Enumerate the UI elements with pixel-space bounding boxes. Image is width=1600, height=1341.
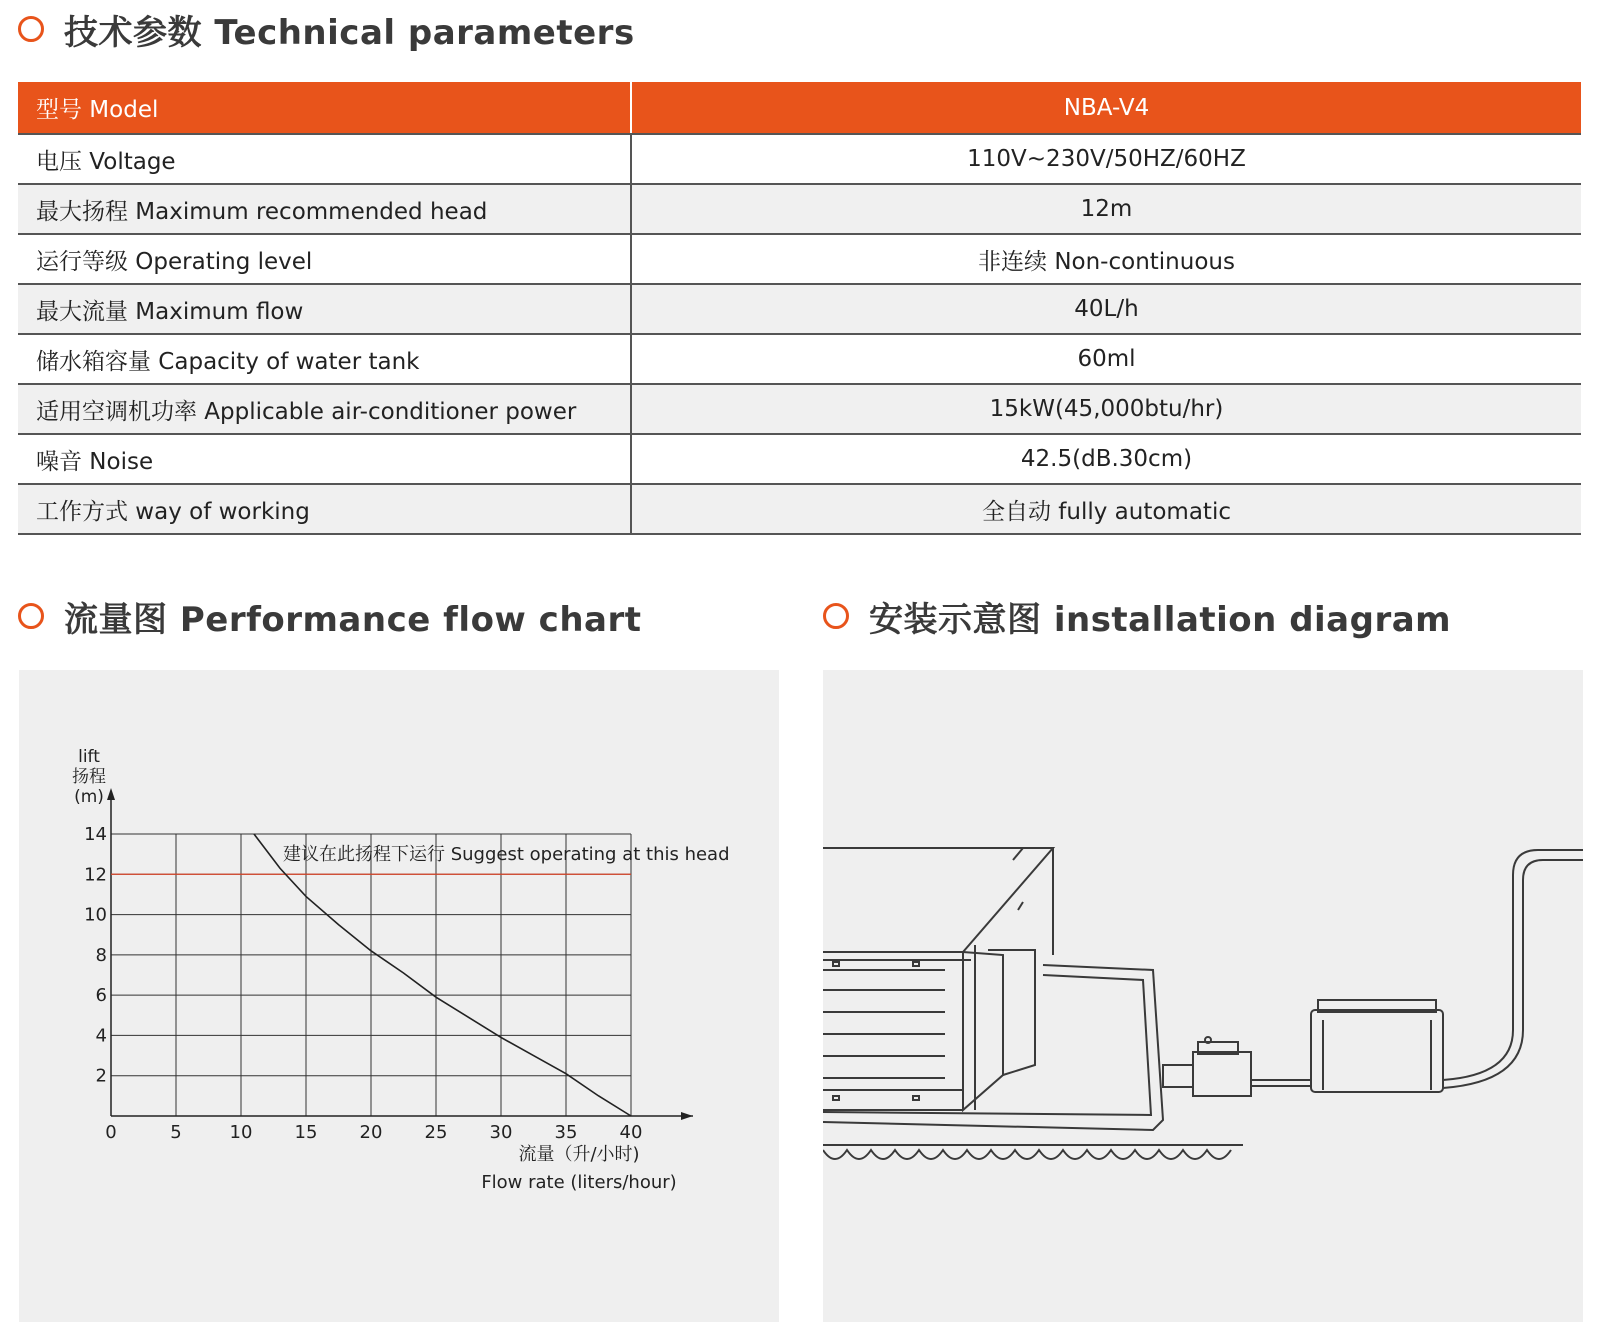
section-title-text: 技术参数 Technical parameters bbox=[64, 12, 635, 53]
y-axis-label: (m) bbox=[74, 787, 104, 807]
row-label: 储水箱容量 Capacity of water tank bbox=[18, 334, 631, 384]
y-axis-label: lift bbox=[78, 747, 100, 767]
x-tick-label: 20 bbox=[359, 1122, 383, 1143]
row-label: 最大流量 Maximum flow bbox=[18, 284, 631, 334]
x-axis-label: 流量（升/小时) bbox=[518, 1144, 640, 1165]
x-tick-label: 5 bbox=[170, 1122, 182, 1143]
section-title-flow-chart bbox=[18, 595, 642, 640]
table-row bbox=[18, 234, 1581, 284]
row-label: 噪音 Noise bbox=[18, 434, 631, 484]
x-tick-label: 0 bbox=[105, 1122, 117, 1143]
table-row bbox=[18, 134, 1581, 184]
row-label: 适用空调机功率 Applicable air-conditioner power bbox=[18, 384, 631, 434]
header-value-cell: NBA-V4 bbox=[631, 82, 1581, 134]
row-value: 非连续 Non-continuous bbox=[631, 234, 1581, 284]
y-tick-label: 8 bbox=[95, 944, 107, 966]
row-value: 15kW(45,000btu/hr) bbox=[631, 384, 1581, 434]
row-label: 工作方式 way of working bbox=[18, 484, 631, 534]
x-tick-label: 10 bbox=[229, 1122, 253, 1143]
x-tick-label: 15 bbox=[294, 1122, 318, 1143]
row-value: 60ml bbox=[631, 334, 1581, 384]
y-axis-label: 扬程 bbox=[72, 767, 106, 787]
ceiling-line bbox=[823, 1145, 1243, 1159]
flow-curve bbox=[254, 834, 631, 1116]
y-tick-label: 6 bbox=[95, 985, 107, 1007]
table-row bbox=[18, 384, 1581, 434]
table-row bbox=[18, 434, 1581, 484]
flow-chart bbox=[19, 670, 779, 1322]
y-axis-arrow-icon bbox=[107, 788, 115, 800]
y-tick-label: 14 bbox=[84, 824, 107, 845]
table-row bbox=[18, 334, 1581, 384]
discharge-hose bbox=[1443, 850, 1583, 1088]
table-row bbox=[18, 184, 1581, 234]
header-label-cell: 型号 Model bbox=[18, 82, 631, 134]
y-tick-label: 10 bbox=[84, 904, 107, 926]
section-title-installation-diagram bbox=[823, 595, 1452, 640]
y-tick-label: 2 bbox=[95, 1065, 107, 1087]
row-value: 12m bbox=[631, 184, 1581, 234]
x-tick-label: 40 bbox=[619, 1122, 643, 1143]
table-row bbox=[18, 284, 1581, 334]
pump-reservoir bbox=[1311, 1000, 1443, 1092]
circle-bullet-icon bbox=[18, 16, 44, 42]
row-value: 全自动 fully automatic bbox=[631, 484, 1581, 534]
y-tick-label: 12 bbox=[84, 864, 107, 886]
recommended-head-label: 建议在此扬程下运行 Suggest operating at this head bbox=[283, 844, 730, 865]
section-title-text: 安装示意图 installation diagram bbox=[869, 599, 1452, 640]
table-row bbox=[18, 484, 1581, 534]
x-tick-label: 35 bbox=[554, 1122, 578, 1143]
x-tick-label: 25 bbox=[424, 1122, 448, 1143]
y-tick-label: 4 bbox=[95, 1025, 107, 1047]
circle-bullet-icon bbox=[18, 603, 44, 629]
row-label: 运行等级 Operating level bbox=[18, 234, 631, 284]
section-title-text: 流量图 Performance flow chart bbox=[64, 599, 642, 640]
installation-diagram-illustration bbox=[823, 670, 1583, 1322]
flow-chart-panel bbox=[19, 670, 779, 1322]
row-value: 42.5(dB.30cm) bbox=[631, 434, 1581, 484]
row-value: 110V~230V/50HZ/60HZ bbox=[631, 134, 1581, 184]
row-value: 40L/h bbox=[631, 284, 1581, 334]
x-axis-arrow-icon bbox=[681, 1112, 693, 1120]
x-axis-label: Flow rate (liters/hour) bbox=[481, 1172, 677, 1193]
row-label: 电压 Voltage bbox=[18, 134, 631, 184]
row-label: 最大扬程 Maximum recommended head bbox=[18, 184, 631, 234]
x-tick-label: 30 bbox=[489, 1122, 513, 1143]
spec-table bbox=[18, 82, 1581, 535]
ac-indoor-unit bbox=[823, 848, 1163, 1130]
circle-bullet-icon bbox=[823, 603, 849, 629]
condensate-pump bbox=[1163, 1037, 1311, 1096]
section-title-technical-parameters bbox=[18, 8, 635, 53]
installation-diagram-panel bbox=[823, 670, 1583, 1322]
spec-table-header-row bbox=[18, 82, 1581, 134]
